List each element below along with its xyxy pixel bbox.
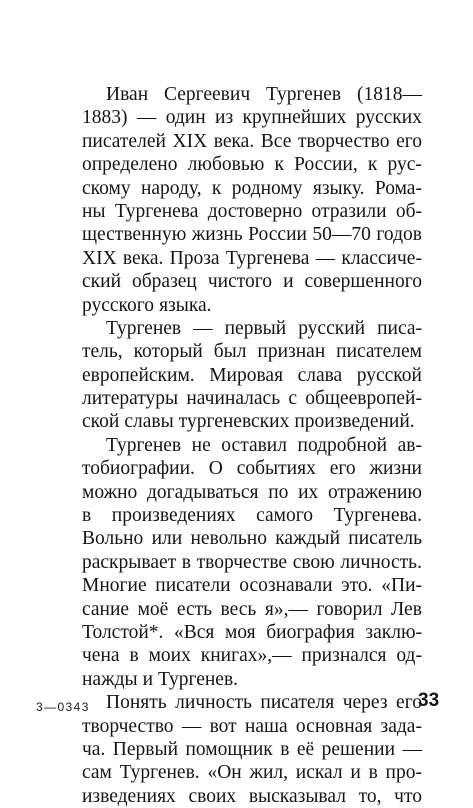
word: произведений. [294, 411, 415, 433]
word: был [213, 341, 247, 363]
word: писатели [155, 575, 231, 597]
word: отразили [311, 200, 387, 222]
word: чена [82, 645, 120, 667]
word: народу, [140, 177, 202, 199]
word: писатель [348, 528, 422, 550]
text-line [82, 574, 422, 597]
word: или [151, 528, 183, 550]
word: определено [82, 154, 178, 176]
text-line [82, 223, 422, 246]
word: Тургенев [266, 84, 342, 105]
word: догадываться [146, 481, 259, 503]
word: Тургенева [225, 247, 310, 269]
text-line [82, 785, 422, 808]
word: начиналась [186, 388, 281, 410]
word: — [315, 247, 336, 269]
text-line [82, 247, 422, 270]
word: 1883) [82, 107, 128, 129]
word: первый [224, 317, 287, 339]
word: подробной [297, 434, 388, 456]
word: Тургенев. [119, 762, 200, 784]
word: это. [341, 575, 373, 597]
word: слава [297, 364, 343, 386]
word: к [274, 154, 284, 176]
word: — [402, 738, 422, 760]
word: Проза [169, 247, 220, 269]
word: языка. [159, 294, 212, 316]
word: в [129, 645, 139, 667]
text-line [82, 691, 422, 714]
word: который [133, 341, 203, 363]
word: решении [321, 738, 396, 760]
word: через [342, 692, 388, 714]
word: признался [301, 645, 387, 667]
word: я»,— [264, 598, 308, 620]
word: тель, [82, 341, 123, 363]
word: тургеневских [178, 411, 290, 433]
word: чистого [207, 271, 273, 293]
text-line [82, 761, 422, 784]
text-line [82, 294, 422, 317]
word: Тургенев [106, 434, 182, 456]
word: творчестве [196, 551, 288, 573]
word: Тургенев. [158, 668, 239, 690]
word: писателя [260, 692, 335, 714]
word: — [193, 317, 213, 339]
word: книгах»,— [200, 645, 292, 667]
word: жизнь [191, 224, 243, 246]
word: один [165, 107, 206, 129]
word: его [396, 692, 422, 714]
word: самого [256, 505, 313, 527]
word: жил, [249, 762, 288, 784]
page-number: 33 [418, 690, 440, 711]
word: его [396, 130, 422, 152]
word: и [350, 762, 361, 784]
word: европейским. [82, 364, 195, 386]
word: изведениях [82, 785, 176, 807]
word: творчество [82, 715, 174, 737]
text-line [82, 340, 422, 363]
word: Тургенев [106, 317, 182, 339]
text-line [82, 177, 422, 200]
text-line [82, 457, 422, 480]
word: века. [213, 130, 255, 152]
word: Понять [106, 692, 167, 714]
word: совершенного [304, 271, 422, 293]
word: Тургенева. [333, 505, 422, 527]
word: классиче- [341, 247, 422, 269]
word: можно [82, 481, 138, 503]
text-line [82, 106, 422, 129]
word: XIX [82, 247, 117, 269]
text-line [82, 434, 422, 457]
word: Первый [112, 738, 179, 760]
text-line [82, 317, 422, 340]
word: её [296, 738, 315, 760]
word: писателей [82, 130, 166, 152]
word: од- [396, 645, 422, 667]
word: общеевропей- [305, 388, 422, 410]
word: Толстой*. [82, 621, 164, 643]
word: сам [82, 762, 112, 784]
word: щественную [82, 224, 187, 246]
word: об- [395, 200, 422, 222]
word: ча. [82, 738, 106, 760]
word: своих [188, 785, 237, 807]
word: Иван [106, 84, 149, 105]
word: славы [124, 411, 174, 433]
word: моё [137, 598, 169, 620]
word: его [329, 458, 356, 480]
word: Лев [390, 598, 422, 620]
word: Сергеевич [163, 84, 251, 105]
word: тобиографии. [82, 458, 195, 480]
word: зада- [380, 715, 422, 737]
word: личность [175, 692, 252, 714]
text-line [82, 738, 422, 761]
word: в [181, 551, 191, 573]
text-line [82, 621, 422, 644]
text-line [82, 551, 422, 574]
word: наша [244, 715, 288, 737]
word: основная [295, 715, 373, 737]
text-line [82, 668, 422, 691]
word: и [283, 271, 294, 293]
word: не [191, 434, 211, 456]
text-line [82, 410, 422, 433]
word: — [181, 715, 202, 737]
word: сание [82, 598, 130, 620]
word: их [298, 481, 319, 503]
word: отражению [328, 481, 422, 503]
word: что [394, 785, 422, 807]
printer-signature-code: 3—0343 [36, 700, 90, 714]
word: каждый [275, 528, 340, 550]
word: писа- [377, 317, 422, 339]
word: искал [295, 762, 343, 784]
word: родному [231, 177, 303, 199]
text-line [82, 200, 422, 223]
word: русского [82, 294, 155, 316]
word: моих [148, 645, 191, 667]
word: высказывал [248, 785, 346, 807]
word: в [368, 762, 378, 784]
word: есть [176, 598, 213, 620]
text-line [82, 644, 422, 667]
word: ны [82, 200, 106, 222]
word: произведениях [111, 505, 236, 527]
word: в [280, 738, 290, 760]
word: любовью [187, 154, 265, 176]
word: Многие [82, 575, 147, 597]
body-text [82, 83, 422, 808]
word: признан [257, 341, 326, 363]
text-line [82, 598, 422, 621]
text-line [82, 270, 422, 293]
word: вот [209, 715, 237, 737]
word: Тургенева [114, 200, 199, 222]
word: писателем [336, 341, 422, 363]
word: ской [82, 411, 120, 433]
word: «Он [207, 762, 242, 784]
word: русский [298, 317, 366, 339]
word: века. [122, 247, 164, 269]
word: моя [224, 621, 256, 643]
word: скому [82, 177, 131, 199]
word: языку. [312, 177, 365, 199]
word: событиях [236, 458, 316, 480]
word: России, [294, 154, 358, 176]
word: из [215, 107, 234, 129]
word: русской [356, 364, 422, 386]
text-line [82, 481, 422, 504]
text-line [82, 364, 422, 387]
word: говорил [316, 598, 383, 620]
word: Все [260, 130, 292, 152]
word: Вольно [82, 528, 144, 550]
text-line [82, 130, 422, 153]
word: с [288, 388, 297, 410]
word: ский [82, 271, 121, 293]
word: личность. [340, 551, 422, 573]
word: биография [266, 621, 355, 643]
word: к [367, 154, 378, 176]
word: про- [385, 762, 422, 784]
text-line [82, 387, 422, 410]
word: ав- [397, 434, 422, 456]
word: Рома- [374, 177, 422, 199]
word: по [268, 481, 289, 503]
text-line [82, 83, 422, 106]
text-line [82, 527, 422, 550]
word: заклю- [365, 621, 422, 643]
word: осознавали [239, 575, 333, 597]
word: годов [376, 224, 422, 246]
word: О [208, 458, 223, 480]
word: оставил [221, 434, 287, 456]
word: России [248, 224, 307, 246]
word: к [211, 177, 222, 199]
word: творчество [297, 130, 390, 152]
text-line [82, 504, 422, 527]
word: раскрывает [82, 551, 177, 573]
word: Мировая [209, 364, 284, 386]
word: нажды [82, 668, 138, 690]
word: достоверно [207, 200, 303, 222]
word: «Вся [173, 621, 215, 643]
word: «Пи- [381, 575, 422, 597]
word: в [82, 505, 92, 527]
word: жизни [369, 458, 422, 480]
word: рус- [387, 154, 422, 176]
word: то, [358, 785, 382, 807]
word: литературы [82, 388, 179, 410]
text-line [82, 715, 422, 738]
word: русских [355, 107, 422, 129]
word: (1818— [357, 84, 422, 105]
word: 50—70 [312, 224, 371, 246]
word: свою [292, 551, 335, 573]
word: помощник [185, 738, 273, 760]
word: и [142, 668, 154, 690]
word: крупнейших [242, 107, 347, 129]
word: образец [132, 271, 197, 293]
word: весь [220, 598, 257, 620]
word: невольно [190, 528, 267, 550]
text-line [82, 153, 422, 176]
word: XIX [172, 130, 208, 152]
word: — [136, 107, 157, 129]
